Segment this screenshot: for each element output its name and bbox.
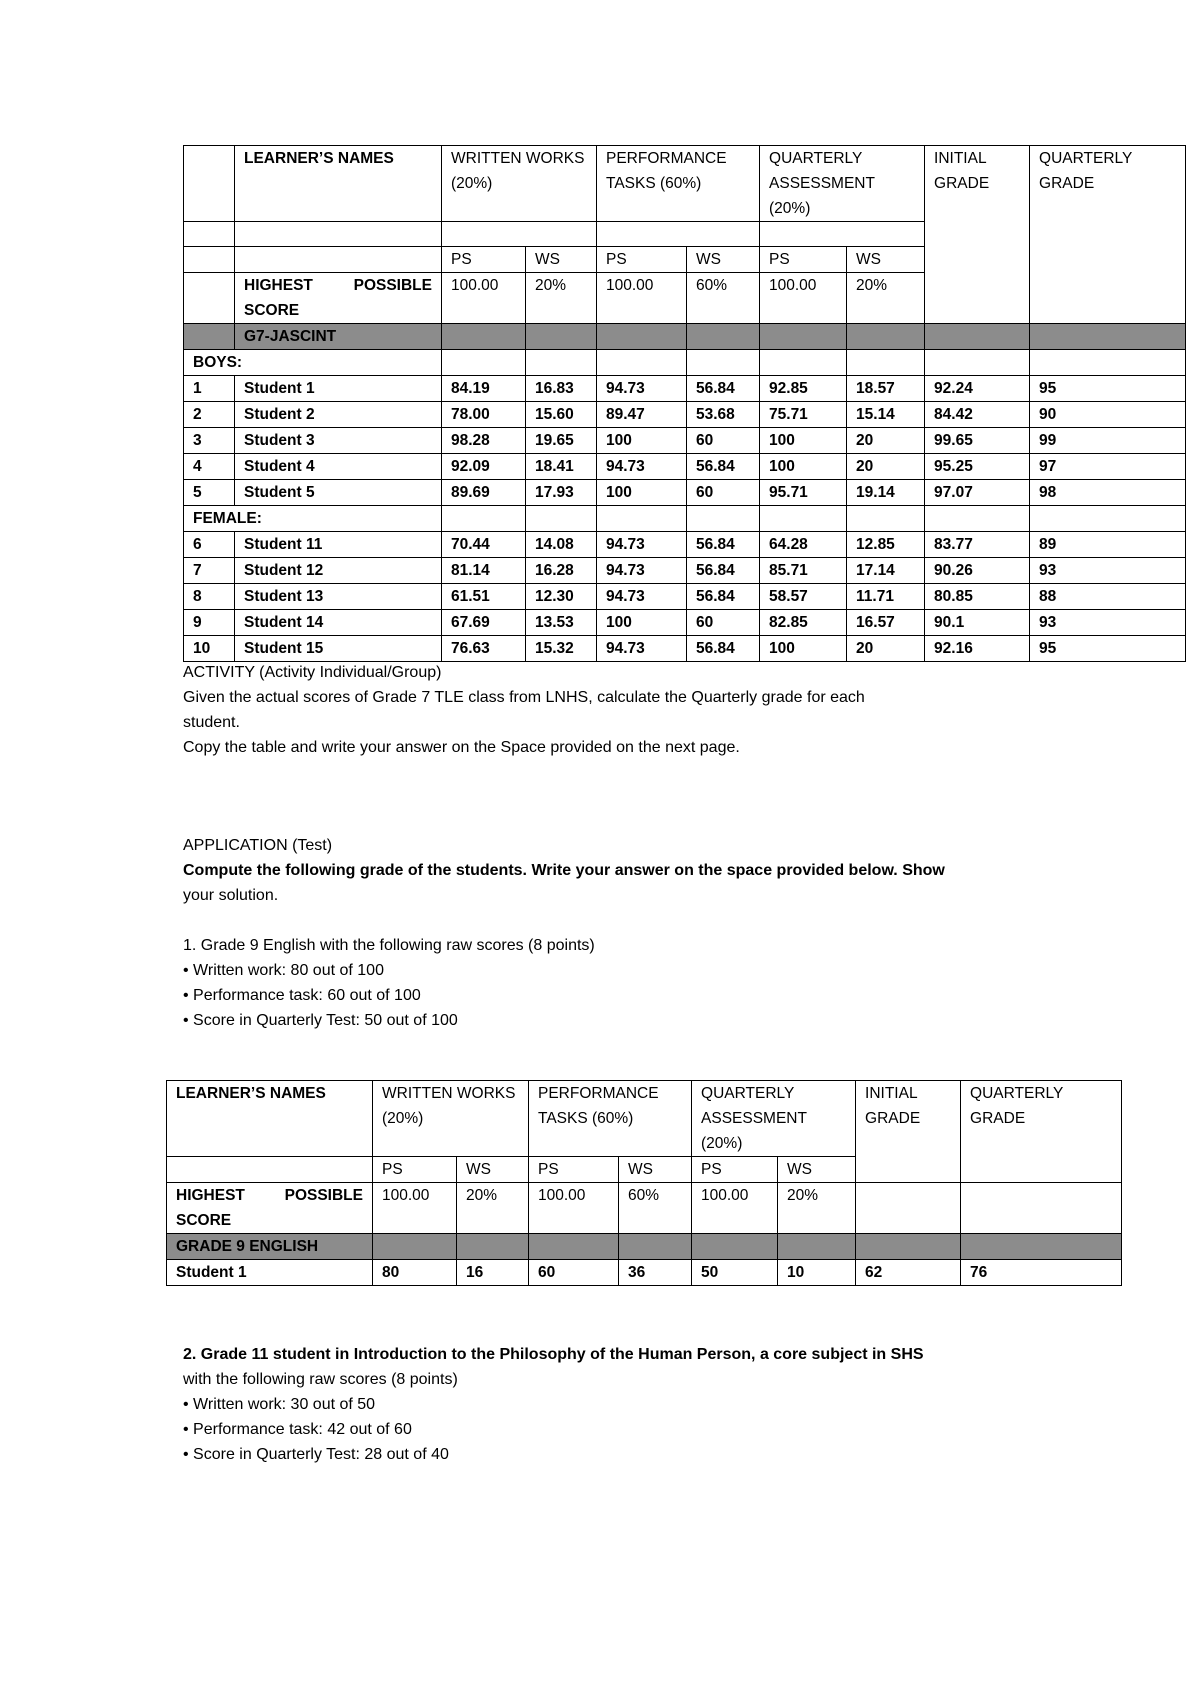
table-row	[184, 610, 1186, 636]
ps-label: PS	[597, 247, 687, 273]
question-2-title: 2. Grade 11 student in Introduction to the Philosophy of the Human Person, a core subject in SHS	[183, 1346, 924, 1363]
cell: 76	[961, 1260, 1122, 1286]
row-number: 9	[184, 610, 235, 636]
row-number: 5	[184, 480, 235, 506]
cell: 97.07	[925, 480, 1030, 506]
cell: 94.73	[597, 532, 687, 558]
section-row	[184, 324, 1186, 350]
grade-table-g7	[183, 145, 1186, 662]
cell: 56.84	[687, 584, 760, 610]
bullet: • Written work: 30 out of 50	[183, 1396, 376, 1413]
female-rows	[184, 532, 1186, 662]
student-name: Student 5	[235, 480, 442, 506]
cell: 81.14	[442, 558, 526, 584]
cell: 12.30	[526, 584, 597, 610]
cell: 94.73	[597, 636, 687, 662]
student-name: Student 11	[235, 532, 442, 558]
cell: 56.84	[687, 532, 760, 558]
cell: 95.25	[925, 454, 1030, 480]
row-number: 10	[184, 636, 235, 662]
ws-label: WS	[457, 1157, 529, 1183]
cell: 92.85	[760, 376, 847, 402]
cell: 80	[373, 1260, 457, 1286]
cell: 95	[1030, 636, 1186, 662]
cell: 11.71	[847, 584, 925, 610]
cell: 76.63	[442, 636, 526, 662]
bullet: • Performance task: 42 out of 60	[183, 1421, 412, 1438]
cell: 100.00	[529, 1183, 619, 1234]
section-label: GRADE 9 ENGLISH	[167, 1234, 373, 1260]
cell: 100	[597, 480, 687, 506]
table-row	[184, 532, 1186, 558]
cell: 89.69	[442, 480, 526, 506]
group-row-boys	[184, 350, 1186, 376]
ws-label: WS	[847, 247, 925, 273]
student-name: Student 14	[235, 610, 442, 636]
bullet: • Score in Quarterly Test: 50 out of 100	[183, 1012, 458, 1029]
ws-label: WS	[526, 247, 597, 273]
cell: 20%	[778, 1183, 856, 1234]
ws-label: WS	[619, 1157, 692, 1183]
cell: 19.14	[847, 480, 925, 506]
cell: 92.09	[442, 454, 526, 480]
row-number: 7	[184, 558, 235, 584]
cell: 16.57	[847, 610, 925, 636]
cell: 84.42	[925, 402, 1030, 428]
cell: 60	[687, 480, 760, 506]
cell: 36	[619, 1260, 692, 1286]
table-row	[184, 584, 1186, 610]
student-name: Student 4	[235, 454, 442, 480]
cell: 92.16	[925, 636, 1030, 662]
cell: 56.84	[687, 636, 760, 662]
cell: 56.84	[687, 558, 760, 584]
cell: 53.68	[687, 402, 760, 428]
student-name: Student 2	[235, 402, 442, 428]
student-name: Student 1	[167, 1260, 373, 1286]
cell: 84.19	[442, 376, 526, 402]
cell: 67.69	[442, 610, 526, 636]
cell: 75.71	[760, 402, 847, 428]
boys-rows	[184, 376, 1186, 506]
cell: 90.1	[925, 610, 1030, 636]
cell: 50	[692, 1260, 778, 1286]
cell: 61.51	[442, 584, 526, 610]
cell: 58.57	[760, 584, 847, 610]
row-number: 4	[184, 454, 235, 480]
cell: 99	[1030, 428, 1186, 454]
cell: 20	[847, 636, 925, 662]
ps-label: PS	[529, 1157, 619, 1183]
cell: 20	[847, 454, 925, 480]
cell: 60	[687, 428, 760, 454]
cell: 82.85	[760, 610, 847, 636]
row-number: 8	[184, 584, 235, 610]
boys-label: BOYS:	[184, 350, 442, 376]
cell: 17.93	[526, 480, 597, 506]
highest-possible-score-label: HIGHEST POSSIBLE SCORE	[167, 1183, 373, 1234]
cell: 94.73	[597, 454, 687, 480]
header-row	[167, 1081, 1122, 1157]
table-row	[184, 428, 1186, 454]
cell: 10	[778, 1260, 856, 1286]
activity-line: Copy the table and write your answer on the Space provided on the next page.	[183, 739, 740, 756]
quarterly-grade-header: QUARTERLY GRADE	[961, 1081, 1122, 1183]
question-1-title: 1. Grade 9 English with the following raw scores (8 points)	[183, 937, 595, 954]
cell: 89	[1030, 532, 1186, 558]
highest-score-row	[167, 1183, 1122, 1234]
cell: 60	[687, 610, 760, 636]
student-name: Student 1	[235, 376, 442, 402]
bullet: • Written work: 80 out of 100	[183, 962, 384, 979]
cell: 20%	[847, 273, 925, 324]
cell: 20%	[526, 273, 597, 324]
bullet: • Performance task: 60 out of 100	[183, 987, 421, 1004]
cell: 62	[856, 1260, 961, 1286]
cell: 95	[1030, 376, 1186, 402]
cell: 90.26	[925, 558, 1030, 584]
cell: 100.00	[373, 1183, 457, 1234]
cell: 18.57	[847, 376, 925, 402]
cell: 90	[1030, 402, 1186, 428]
grade-table-g9-english	[166, 1080, 1122, 1286]
female-label: FEMALE:	[184, 506, 442, 532]
question-2-title: with the following raw scores (8 points)	[183, 1371, 458, 1388]
cell: 100.00	[692, 1183, 778, 1234]
cell: 100	[597, 428, 687, 454]
activity-line: student.	[183, 714, 240, 731]
bullet: • Score in Quarterly Test: 28 out of 40	[183, 1446, 449, 1463]
cell: 80.85	[925, 584, 1030, 610]
empty-cell	[184, 146, 235, 222]
performance-tasks-header: PERFORMANCE TASKS (60%)	[597, 146, 760, 222]
cell: 64.28	[760, 532, 847, 558]
section-label: G7-JASCINT	[235, 324, 442, 350]
row-number: 3	[184, 428, 235, 454]
cell: 93	[1030, 558, 1186, 584]
quarterly-assessment-header: QUARTERLY ASSESSMENT (20%)	[760, 146, 925, 222]
cell: 100.00	[597, 273, 687, 324]
cell: 15.60	[526, 402, 597, 428]
cell: 14.08	[526, 532, 597, 558]
cell: 100	[760, 428, 847, 454]
application-block	[183, 833, 945, 1033]
cell: 70.44	[442, 532, 526, 558]
cell: 13.53	[526, 610, 597, 636]
quarterly-assessment-header: QUARTERLY ASSESSMENT (20%)	[692, 1081, 856, 1157]
cell: 94.73	[597, 376, 687, 402]
application-line: your solution.	[183, 887, 279, 904]
cell: 100	[760, 454, 847, 480]
cell: 83.77	[925, 532, 1030, 558]
cell: 100.00	[760, 273, 847, 324]
row-number: 6	[184, 532, 235, 558]
learners-names-header: LEARNER’S NAMES	[235, 146, 442, 222]
cell: 97	[1030, 454, 1186, 480]
student-name: Student 13	[235, 584, 442, 610]
cell: 15.32	[526, 636, 597, 662]
cell: 93	[1030, 610, 1186, 636]
cell: 15.14	[847, 402, 925, 428]
student-name: Student 15	[235, 636, 442, 662]
highest-possible-score-label: HIGHEST POSSIBLE SCORE	[235, 273, 442, 324]
learners-names-header: LEARNER’S NAMES	[167, 1081, 373, 1157]
written-works-header: WRITTEN WORKS (20%)	[373, 1081, 529, 1157]
cell: 20	[847, 428, 925, 454]
cell: 99.65	[925, 428, 1030, 454]
cell: 100	[597, 610, 687, 636]
application-line: Compute the following grade of the students. Write your answer on the space provided below. Show	[183, 862, 945, 879]
cell: 98.28	[442, 428, 526, 454]
table-row	[184, 454, 1186, 480]
header-row	[184, 146, 1186, 222]
cell: 94.73	[597, 584, 687, 610]
initial-grade-header: INITIAL GRADE	[856, 1081, 961, 1183]
table-row	[184, 636, 1186, 662]
table-row	[184, 376, 1186, 402]
quarterly-grade-header: QUARTERLY GRADE	[1030, 146, 1186, 324]
initial-grade-header: INITIAL GRADE	[925, 146, 1030, 324]
ws-label: WS	[778, 1157, 856, 1183]
cell: 60	[529, 1260, 619, 1286]
cell: 95.71	[760, 480, 847, 506]
cell: 56.84	[687, 376, 760, 402]
cell: 98	[1030, 480, 1186, 506]
table-row	[184, 558, 1186, 584]
cell: 89.47	[597, 402, 687, 428]
cell: 94.73	[597, 558, 687, 584]
ps-label: PS	[373, 1157, 457, 1183]
cell: 12.85	[847, 532, 925, 558]
cell: 60%	[687, 273, 760, 324]
row-number: 2	[184, 402, 235, 428]
application-title: APPLICATION (Test)	[183, 837, 333, 854]
cell: 92.24	[925, 376, 1030, 402]
cell: 56.84	[687, 454, 760, 480]
table-row	[184, 480, 1186, 506]
cell: 85.71	[760, 558, 847, 584]
ps-label: PS	[442, 247, 526, 273]
ps-label: PS	[760, 247, 847, 273]
table-row	[184, 402, 1186, 428]
cell: 17.14	[847, 558, 925, 584]
row-number: 1	[184, 376, 235, 402]
cell: 18.41	[526, 454, 597, 480]
table-row	[167, 1260, 1122, 1286]
student-name: Student 12	[235, 558, 442, 584]
group-row-female	[184, 506, 1186, 532]
question-2-block	[183, 1342, 924, 1467]
written-works-header: WRITTEN WORKS (20%)	[442, 146, 597, 222]
cell: 88	[1030, 584, 1186, 610]
activity-block	[183, 660, 865, 760]
ws-label: WS	[687, 247, 760, 273]
cell: 60%	[619, 1183, 692, 1234]
activity-title: ACTIVITY (Activity Individual/Group)	[183, 664, 442, 681]
cell: 20%	[457, 1183, 529, 1234]
cell: 19.65	[526, 428, 597, 454]
ps-label: PS	[692, 1157, 778, 1183]
cell: 16.28	[526, 558, 597, 584]
cell: 78.00	[442, 402, 526, 428]
cell: 100	[760, 636, 847, 662]
student-name: Student 3	[235, 428, 442, 454]
cell: 100.00	[442, 273, 526, 324]
activity-line: Given the actual scores of Grade 7 TLE class from LNHS, calculate the Quarterly grade for each	[183, 689, 865, 706]
performance-tasks-header: PERFORMANCE TASKS (60%)	[529, 1081, 692, 1157]
cell: 16	[457, 1260, 529, 1286]
cell: 16.83	[526, 376, 597, 402]
section-row	[167, 1234, 1122, 1260]
